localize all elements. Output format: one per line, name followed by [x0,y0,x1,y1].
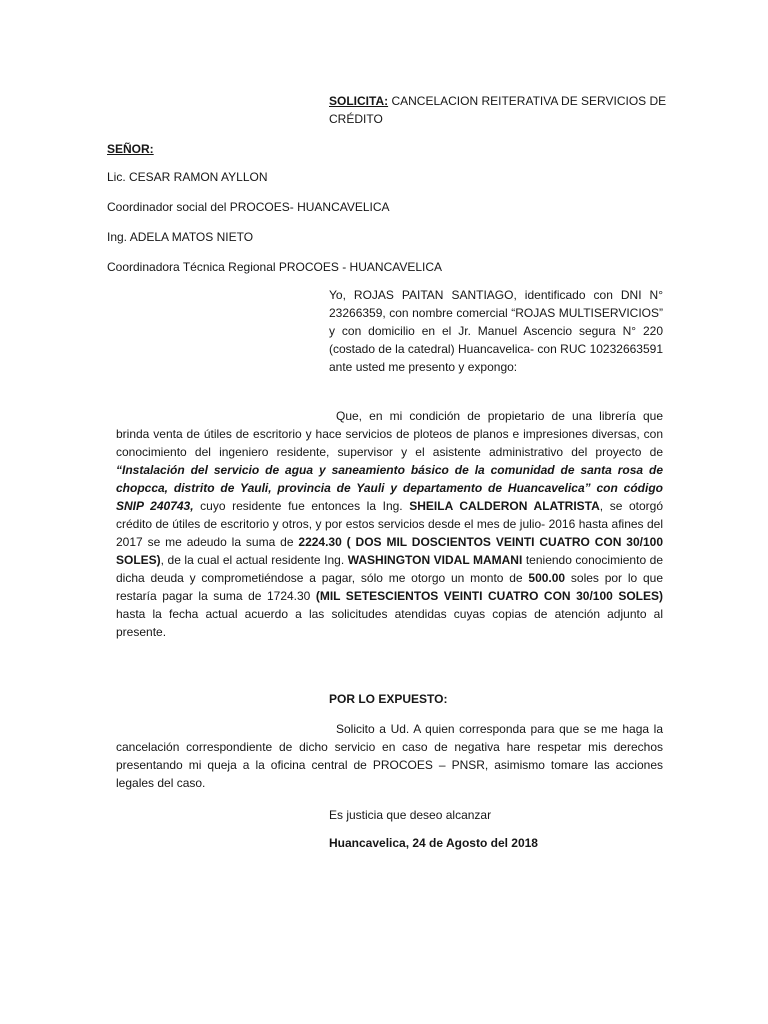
body-paragraph [116,407,663,641]
body-text-2: con código SNIP [116,481,663,513]
addressee-name-1: Lic. CESAR RAMON AYLLON [107,170,268,184]
subject-label: SOLICITA: [329,94,389,108]
request-paragraph: Solicito a Ud. A quien corresponda para que se me haga la cancelación correspondiente de dicho servicio en caso de negativa hare respetar mis derechos presentando mi queja a la oficina central de PROCOES – PNSR, asimismo tomare las acciones legales del caso. [116,722,663,790]
current-resident-name: WASHINGTON VIDAL MAMANI [347,553,523,567]
body-text-4: , se otorgó crédito de útiles de escritorio y otros, y por estos servicios desde el mes de julio- 2016 hasta afines del 2017 se me adeudo la suma de [116,499,664,549]
subject-line [329,92,669,128]
intro-paragraph: Yo, ROJAS PAITAN SANTIAGO, identificado con DNI N° 23266359, con nombre comercial “ROJAS MULTISERVICIOS” y con domicilio en el Jr. Manuel Ascencio segura N° 220 (costado de la catedral) Huancavelica- con RUC 10232663591 ante usted me presento y expongo: [329,288,663,374]
closing-line: Es justicia que deseo alcanzar [329,808,492,822]
addressee-role-1: Coordinador social del PROCOES- HUANCAVELICA [107,200,390,214]
subject-text: CANCELACION REITERATIVA DE SERVICIOS DE CRÉDITO [329,94,667,126]
body-text-1: Que, en mi condición de propietario de una librería que brinda venta de útiles de escritorio y hace servicios de ploteos de planos e impresiones diversas, con conocimiento del ingeniero residente, supervisor y el asistente administrativo del proyecto de [116,409,663,459]
paid-amount: 500.00 [528,571,566,585]
project-name: “Instalación del servicio de agua y saneamiento básico de la comunidad de santa rosa de chopcca, distrito de Yauli, provincia de Yauli y departamento de Huancavelica” [116,463,663,495]
body-text-6: teniendo conocimiento de dicha deuda y comprometiéndose a pagar, sólo me otorgo un monto de [116,553,663,585]
remaining-amount: (MIL SETESCIENTOS VEINTI CUATRO CON 30/100 SOLES) [315,589,663,603]
addressee-role-2: Coordinadora Técnica Regional PROCOES - HUANCAVELICA [107,260,443,274]
date-line: Huancavelica, 24 de Agosto del 2018 [329,836,538,850]
salutation: SEÑOR: [107,142,154,156]
debt-amount: 2224.30 ( DOS MIL DOSCIENTOS VEINTI CUATRO CON 30/100 SOLES) [116,535,663,567]
body-text-8: hasta la fecha actual acuerdo a las solicitudes atendidas cuyas copias de atención adjunto al presente. [116,607,663,639]
por-lo-expuesto-heading: POR LO EXPUESTO: [329,692,448,706]
body-text-3: cuyo residente fue entonces la Ing. [193,499,410,513]
resident-name: SHEILA CALDERON ALATRISTA [409,499,600,513]
body-text-7: soles por lo que restaría pagar la suma de 1724.30 [116,571,663,603]
body-text-5: , de la cual el actual residente Ing. [160,553,348,567]
snip-code: 240743, [150,499,194,513]
addressee-name-2: Ing. ADELA MATOS NIETO [107,230,254,244]
